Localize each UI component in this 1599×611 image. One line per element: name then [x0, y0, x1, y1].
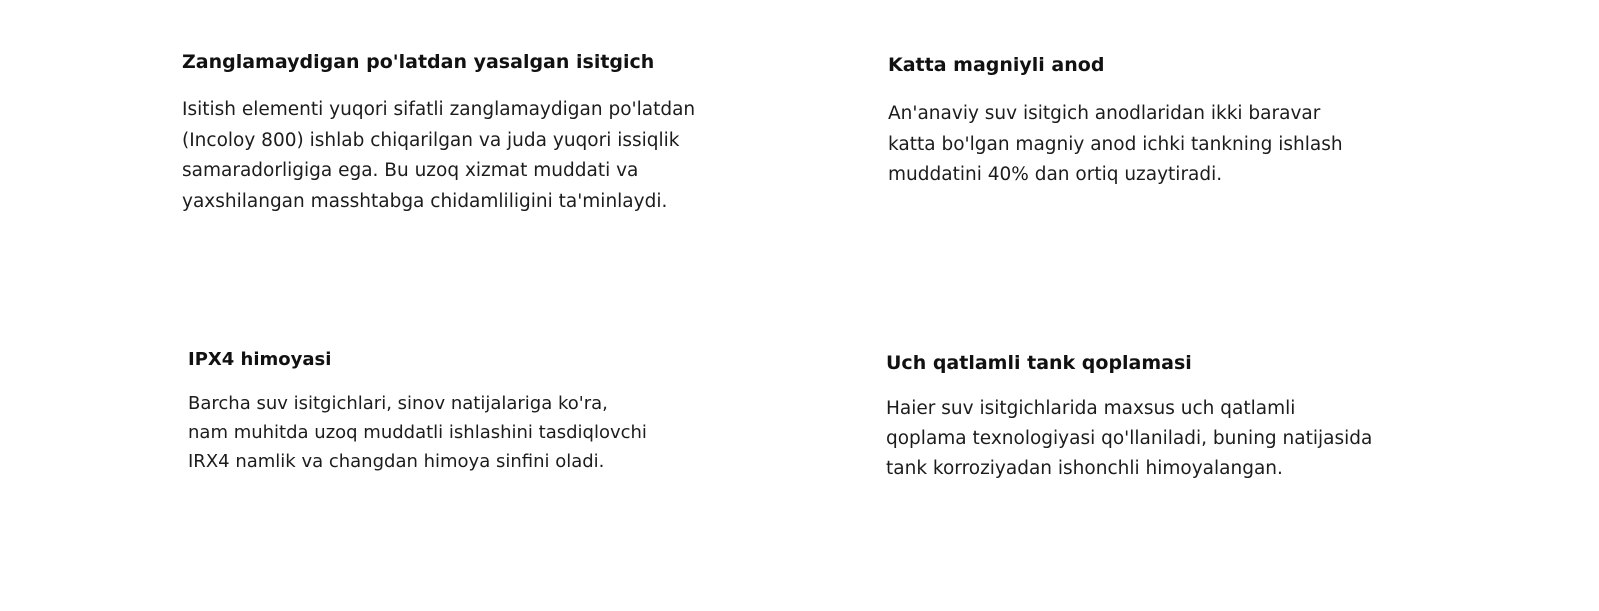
- feature-title: Zanglamaydigan po'latdan yasalgan isitgich: [182, 51, 655, 73]
- feature-ipx4-protection: [188, 347, 647, 476]
- feature-magnesium-anode: [888, 52, 1343, 191]
- feature-title: IPX4 himoyasi: [188, 349, 332, 370]
- feature-title: Katta magniyli anod: [888, 54, 1105, 76]
- feature-title: Uch qatlamli tank qoplamasi: [886, 352, 1192, 374]
- feature-description: Barcha suv isitgichlari, sinov natijalariga ko'ra, nam muhitda uzoq muddatli ishlashini tasdiqlovchi IRX4 namlik va changdan himoya sinfini oladi.: [188, 393, 647, 472]
- feature-description: An'anaviy suv isitgich anodlaridan ikki baravar katta bo'lgan magniy anod ichki tankning ishlash muddatini 40% dan ortiq uzaytiradi.: [888, 103, 1343, 185]
- feature-description: Isitish elementi yuqori sifatli zanglamaydigan po'latdan (Incoloy 800) ishlab chiqarilgan va juda yuqori issiqlik samaradorligiga ega. Bu uzoq xizmat muddati va yaxshilangan masshtabga chidamliligini ta'minlaydi.: [182, 99, 696, 212]
- feature-stainless-heater: [182, 49, 695, 217]
- feature-description: Haier suv isitgichlarida maxsus uch qatlamli qoplama texnologiyasi qo'llaniladi, buning natijasida tank korroziyadan ishonchli himoyalangan.: [886, 398, 1373, 479]
- feature-tank-coating: [886, 350, 1372, 484]
